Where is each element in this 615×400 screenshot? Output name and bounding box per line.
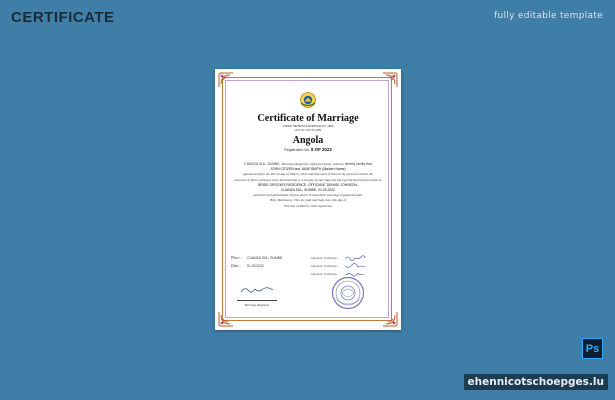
body-line: appeared before me this 01 day of March, 2022 and that each of them in my presence and in the — [242, 172, 373, 177]
watermark: ehennicotschoepges.lu — [464, 374, 608, 390]
witness-label: Signature of Witness — [311, 272, 337, 276]
field-row — [231, 254, 386, 262]
registration-line — [229, 147, 387, 152]
body-text: Marriage Registrar, Officiant Denise Johnson — [281, 162, 344, 166]
certificate-title: Certificate of Marriage — [257, 113, 359, 124]
body-line: presence of three witnesses have declared that a ceremony of marriage has been performed between them at — [234, 177, 382, 182]
witness-signature-icon — [343, 263, 367, 269]
body-line: Holy Matrimony. This the said marriage has, this day of — [269, 198, 347, 203]
field-label: Place : — [231, 256, 242, 260]
act-line: (ACT NO. XXV OF 1955) — [294, 129, 322, 132]
field-value: CUANZA SUL, SUMBE — [247, 256, 283, 260]
field-row — [231, 262, 386, 270]
registration-number: 8 OF 2022 — [311, 147, 332, 152]
certificate-body — [229, 162, 387, 209]
certificate-content — [229, 91, 387, 209]
body-line: BRIDE GROOM'S RESIDENCE. OFFICIANT DENISE JOHNSON, — [258, 182, 358, 187]
signature-line — [237, 300, 277, 301]
registrar-signature-icon — [237, 286, 277, 294]
body-line: 01st day of March, 2022 registered. — [283, 203, 333, 208]
certificate-fields — [231, 254, 386, 278]
national-emblem-icon — [299, 91, 317, 109]
body-line: and that such declaration of their desire to have their marriage registered under — [253, 193, 363, 198]
corner-ornament-icon — [218, 72, 234, 88]
corner-ornament-icon — [382, 72, 398, 88]
witness-label: Signature of Witness — [311, 264, 337, 268]
act-line: (UNDER THE BEHOLD MARRIAGE ACT, 1955) — [282, 125, 334, 128]
tagline: fully editable template — [494, 11, 603, 21]
witness-signature-icon — [343, 255, 367, 261]
certificate-document — [215, 69, 401, 330]
field-label: Date : — [231, 264, 241, 268]
registrar-signature-block — [237, 281, 277, 307]
body-line: JOHN CITIZEN and JANE SMITH (Maiden Name) — [270, 167, 346, 172]
body-text: hereby certify that — [344, 162, 372, 166]
witness-label: Signature of Witness — [311, 256, 337, 260]
registrar-title: Marriage Registrar — [244, 303, 270, 307]
body-line: CUANZA SUL, SUMBE. 01.03.2022 — [280, 188, 336, 193]
official-seal-icon — [331, 276, 365, 310]
country-name: Angola — [292, 135, 324, 146]
field-value: 01.03.2022 — [247, 264, 264, 268]
corner-ornament-icon — [218, 311, 234, 327]
body-text: CUANZA SUL, SUMBE, — [244, 162, 281, 166]
photoshop-badge-icon: Ps — [582, 338, 603, 359]
registration-label: Registration No. — [284, 148, 311, 152]
brand-title: CERTIFICATE — [11, 9, 115, 26]
corner-ornament-icon — [382, 311, 398, 327]
